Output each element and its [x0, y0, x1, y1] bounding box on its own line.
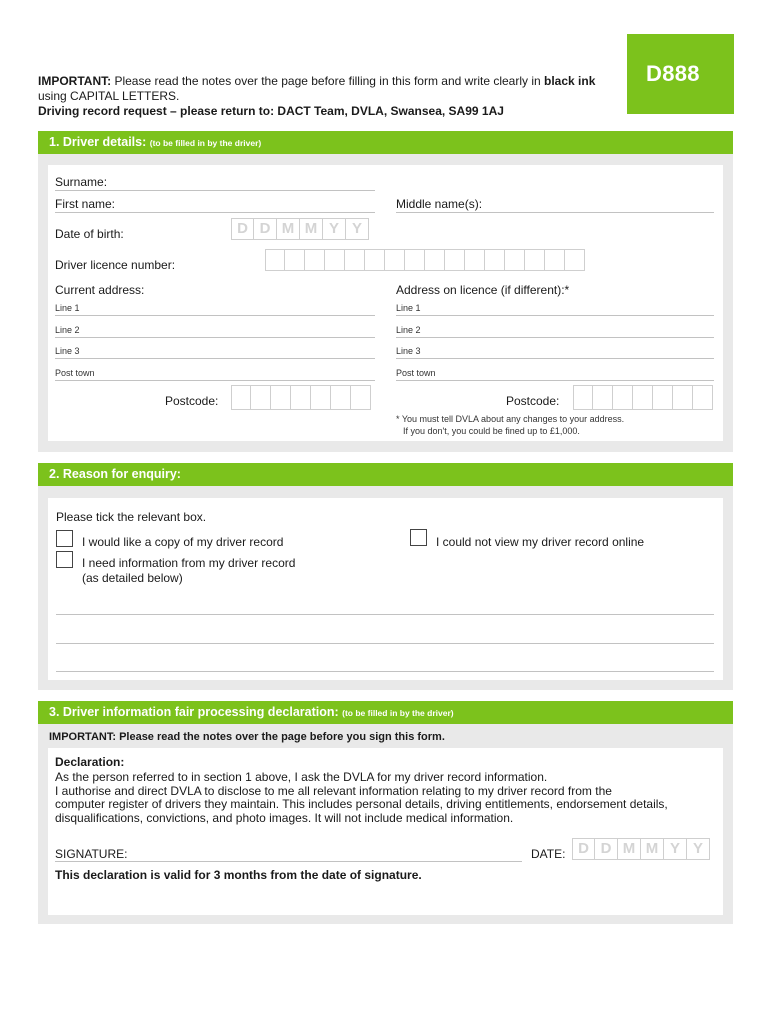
licence-address-line-1[interactable] [396, 315, 714, 316]
intro-text-part-1: Please read the notes over the page before filling in this form and write clearly in [111, 74, 545, 88]
licence-address-label: Address on licence (if different):* [396, 283, 570, 297]
details-line-1[interactable] [56, 614, 714, 615]
declaration-text [55, 771, 668, 825]
declaration-important: IMPORTANT: Please read the notes over the page before you sign this form. [49, 731, 445, 743]
section-2-title: 2. Reason for enquiry: [49, 467, 181, 481]
current-post-town[interactable] [55, 380, 375, 381]
tick-instruction: Please tick the relevant box. [56, 510, 207, 524]
surname-field[interactable] [55, 190, 375, 191]
first-name-field[interactable] [55, 212, 375, 213]
postcode-box[interactable] [231, 385, 251, 410]
licence-box[interactable] [425, 249, 445, 271]
dob-box-d2[interactable]: D [254, 218, 277, 240]
current-address-line-2-label: Line 2 [55, 325, 80, 335]
licence-box[interactable] [545, 249, 565, 271]
section-1-header [38, 131, 733, 154]
important-label: IMPORTANT: [38, 74, 112, 88]
middle-names-label: Middle name(s): [396, 197, 483, 211]
licence-box[interactable] [305, 249, 325, 271]
postcode-box[interactable] [593, 385, 613, 410]
date-box-m2[interactable]: M [641, 838, 664, 860]
postcode-box[interactable] [331, 385, 351, 410]
postcode-box[interactable] [573, 385, 593, 410]
licence-box[interactable] [505, 249, 525, 271]
current-address-line-3[interactable] [55, 358, 375, 359]
need-info-checkbox[interactable] [56, 551, 73, 568]
licence-number-boxes[interactable] [265, 249, 585, 271]
intro-text [38, 74, 613, 119]
date-box-y2[interactable]: Y [687, 838, 710, 860]
date-box-d1[interactable]: D [572, 838, 595, 860]
current-address-line-2[interactable] [55, 337, 375, 338]
dob-boxes[interactable] [231, 218, 369, 240]
licence-box[interactable] [445, 249, 465, 271]
current-address-line-1-label: Line 1 [55, 303, 80, 313]
declaration-line-2: I authorise and direct DVLA to disclose to me all relevant information relating to my driver record from the [55, 783, 612, 798]
intro-text-part-2: using CAPITAL LETTERS. [38, 89, 180, 103]
dob-box-y1[interactable]: Y [323, 218, 346, 240]
dob-box-d1[interactable]: D [231, 218, 254, 240]
declaration-date-label: DATE: [531, 847, 566, 861]
licence-box[interactable] [265, 249, 285, 271]
postcode-box[interactable] [693, 385, 713, 410]
section-1-body [48, 165, 723, 441]
declaration-validity: This declaration is valid for 3 months from the date of signature. [55, 868, 422, 882]
return-address-line: Driving record request – please return to: DACT Team, DVLA, Swansea, SA99 1AJ [38, 104, 504, 118]
licence-post-town-label: Post town [396, 368, 436, 378]
postcode-box[interactable] [351, 385, 371, 410]
licence-box[interactable] [385, 249, 405, 271]
dob-box-m1[interactable]: M [277, 218, 300, 240]
current-address-line-3-label: Line 3 [55, 346, 80, 356]
postcode-box[interactable] [271, 385, 291, 410]
not-online-label: I could not view my driver record online [436, 535, 645, 549]
details-line-3[interactable] [56, 671, 714, 672]
licence-postcode-boxes[interactable] [573, 385, 713, 410]
current-postcode-label: Postcode: [165, 394, 219, 408]
licence-address-line-3[interactable] [396, 358, 714, 359]
licence-box[interactable] [525, 249, 545, 271]
postcode-box[interactable] [311, 385, 331, 410]
licence-address-line-1-label: Line 1 [396, 303, 421, 313]
date-box-d2[interactable]: D [595, 838, 618, 860]
postcode-box[interactable] [291, 385, 311, 410]
licence-box[interactable] [405, 249, 425, 271]
postcode-box[interactable] [633, 385, 653, 410]
section-3-header [38, 701, 733, 724]
black-ink-emphasis: black ink [544, 74, 596, 88]
postcode-box[interactable] [613, 385, 633, 410]
licence-address-line-2[interactable] [396, 337, 714, 338]
section-1-note: (to be filled in by the driver) [149, 138, 262, 148]
section-2-header [38, 463, 733, 486]
not-online-checkbox[interactable] [410, 529, 427, 546]
licence-address-line-2-label: Line 2 [396, 325, 421, 335]
dob-box-m2[interactable]: M [300, 218, 323, 240]
licence-box[interactable] [565, 249, 585, 271]
surname-label: Surname: [55, 175, 108, 189]
current-post-town-label: Post town [55, 368, 95, 378]
licence-box[interactable] [365, 249, 385, 271]
current-address-label: Current address: [55, 283, 145, 297]
licence-box[interactable] [345, 249, 365, 271]
copy-record-label: I would like a copy of my driver record [82, 535, 284, 549]
declaration-line-3: computer register of drivers they maintain. This includes personal details, driving entitlements, endorsement details, [55, 797, 668, 811]
section-2-body [48, 498, 723, 680]
dob-box-y2[interactable]: Y [346, 218, 369, 240]
copy-record-checkbox[interactable] [56, 530, 73, 547]
first-name-label: First name: [55, 197, 116, 211]
signature-label: SIGNATURE: [55, 847, 128, 861]
section-3-title: 3. Driver information fair processing declaration: [49, 705, 339, 719]
address-footnote-2: If you don't, you could be fined up to £1,000. [403, 426, 580, 436]
dob-label: Date of birth: [55, 227, 124, 241]
date-box-y1[interactable]: Y [664, 838, 687, 860]
licence-number-label: Driver licence number: [55, 258, 176, 272]
declaration-line-4: disqualifications, convictions, and photo images. It will not include medical information. [55, 810, 514, 825]
postcode-box[interactable] [653, 385, 673, 410]
section-driver-details [38, 131, 733, 452]
need-info-label-detail: (as detailed below) [82, 571, 183, 585]
licence-address-line-3-label: Line 3 [396, 346, 421, 356]
declaration-heading: Declaration: [55, 755, 125, 769]
licence-post-town[interactable] [396, 380, 714, 381]
section-reason-for-enquiry [38, 463, 733, 690]
licence-box[interactable] [465, 249, 485, 271]
current-address-line-1[interactable] [55, 315, 375, 316]
details-line-2[interactable] [56, 643, 714, 644]
current-postcode-boxes[interactable] [231, 385, 371, 410]
middle-names-field[interactable] [396, 212, 714, 213]
postcode-box[interactable] [673, 385, 693, 410]
licence-box[interactable] [325, 249, 345, 271]
postcode-box[interactable] [251, 385, 271, 410]
section-3-note: (to be filled in by the driver) [342, 708, 454, 718]
section-3-body [48, 748, 723, 915]
date-box-m1[interactable]: M [618, 838, 641, 860]
declaration-date-boxes[interactable] [572, 838, 710, 860]
section-1-title: 1. Driver details: [49, 135, 147, 149]
licence-box[interactable] [285, 249, 305, 271]
form-code-badge: D888 [627, 34, 734, 114]
signature-field[interactable] [55, 861, 522, 862]
licence-box[interactable] [485, 249, 505, 271]
need-info-label: I need information from my driver record [82, 556, 296, 570]
licence-postcode-label: Postcode: [506, 394, 560, 408]
address-footnote-1: * You must tell DVLA about any changes to your address. [396, 414, 625, 424]
declaration-line-1: As the person referred to in section 1 above, I ask the DVLA for my driver record information. [55, 770, 548, 784]
section-declaration [38, 701, 733, 924]
